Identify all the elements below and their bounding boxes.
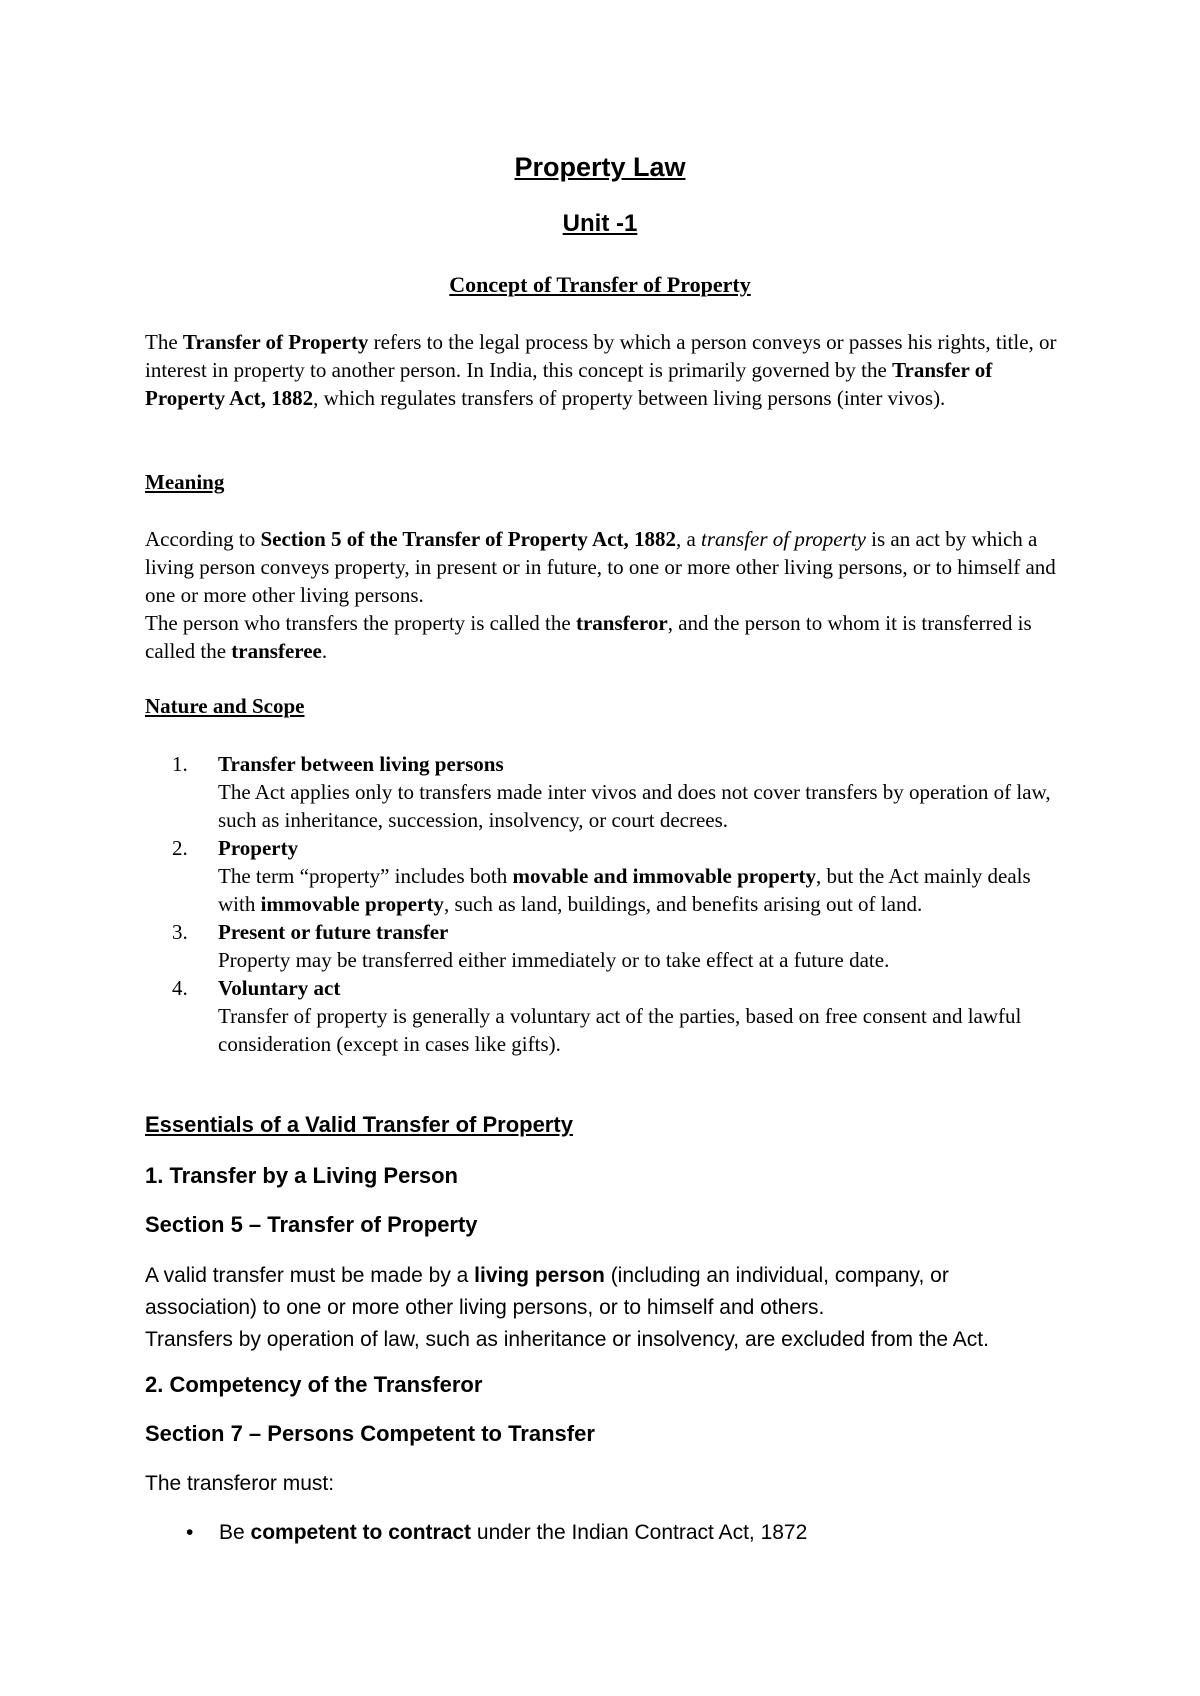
transferor-intro: The transferor must: — [145, 1472, 335, 1495]
essential-1-heading: 1. Transfer by a Living Person — [145, 1163, 458, 1188]
document-title: Property Law — [514, 152, 686, 182]
meaning-bold-1: Section 5 of the Transfer of Property Act, 1882 — [260, 527, 676, 551]
meaning-text-4: The person who transfers the property is called the — [145, 611, 576, 635]
bullet-text-2: under the Indian Contract Act, 1872 — [471, 1521, 808, 1544]
meaning-text-6: . — [321, 639, 328, 663]
list-item-text: The term “property” includes both — [218, 864, 513, 888]
list-item — [172, 918, 1072, 974]
list-number: 4. — [172, 976, 188, 1000]
unit-heading: Unit -1 — [562, 210, 638, 237]
intro-text-1: The — [145, 330, 183, 354]
meaning-bold-2: transferor — [575, 611, 668, 635]
essential-2-heading: 2. Competency of the Transferor — [145, 1372, 483, 1397]
list-number: 1. — [172, 752, 188, 776]
essentials-heading: Essentials of a Valid Transfer of Property — [145, 1112, 573, 1137]
list-item-text: The Act applies only to transfers made inter vivos and does not cover transfers by operation of law, such as inheritance, succession, insolvency, or court decrees. — [218, 780, 1051, 832]
intro-bold-1: Transfer of Property — [182, 330, 369, 354]
meaning-italic-1: transfer of property — [701, 527, 866, 551]
intro-bold-2: Transfer of Property Act, 1882 — [145, 358, 993, 410]
intro-text-2: refers to the legal process by which a person conveys or passes his rights, title, or interest in property to another person. In India, this concept is primarily governed by the — [145, 330, 1057, 382]
essential-1-text-1: A valid transfer must be made by a — [145, 1264, 475, 1287]
nature-list — [172, 750, 1072, 1058]
list-item — [172, 974, 1072, 1058]
section-7-heading: Section 7 – Persons Competent to Transfer — [145, 1421, 595, 1446]
bullet-bold: competent to contract — [250, 1521, 472, 1544]
nature-heading: Nature and Scope — [145, 694, 305, 718]
list-item-title: Transfer between living persons — [218, 752, 504, 776]
intro-paragraph — [145, 328, 1065, 412]
intro-text-3: , which regulates transfers of property between living persons (inter vivos). — [313, 386, 946, 410]
bullet-item — [219, 1521, 1069, 1545]
section-5-heading: Section 5 – Transfer of Property — [145, 1212, 478, 1237]
list-item-title: Present or future transfer — [218, 920, 449, 944]
list-item-text: Transfer of property is generally a voluntary act of the parties, based on free consent and lawful consideration (except in cases like gifts). — [218, 1004, 1022, 1056]
essential-1-paragraph — [145, 1260, 1065, 1356]
meaning-text-2: , a — [675, 527, 702, 551]
meaning-heading: Meaning — [145, 470, 225, 494]
meaning-text-3: is an act by which a living person conveys property, in present or in future, to one or more other living persons, or to himself and one or more other living persons. — [145, 527, 1056, 607]
list-item — [172, 750, 1072, 834]
list-item-text: , but the Act mainly deals with — [218, 864, 1031, 916]
meaning-text-5: , and the person to whom it is transferred is called the — [145, 611, 1032, 663]
list-item-bold: immovable property — [260, 892, 444, 916]
list-number: 2. — [172, 836, 188, 860]
list-item-title: Property — [218, 836, 299, 860]
list-item-bold: movable and immovable property — [512, 864, 817, 888]
concept-heading: Concept of Transfer of Property — [449, 272, 751, 297]
list-item — [172, 834, 1072, 918]
bullet-text-1: Be — [219, 1521, 251, 1544]
essential-1-text-2: (including an individual, company, or association) to one or more other living persons, or to himself and others. — [145, 1264, 949, 1319]
meaning-text-1: According to — [145, 527, 261, 551]
essential-1-bold: living person — [474, 1264, 605, 1287]
list-item-text: Property may be transferred either immediately or to take effect at a future date. — [218, 948, 890, 972]
bullet-icon: • — [186, 1521, 194, 1544]
essential-1-text-3: Transfers by operation of law, such as inheritance or insolvency, are excluded from the Act. — [145, 1328, 989, 1351]
list-item-text: , such as land, buildings, and benefits arising out of land. — [443, 892, 923, 916]
meaning-bold-3: transferee — [231, 639, 322, 663]
list-number: 3. — [172, 920, 188, 944]
meaning-paragraph — [145, 525, 1065, 665]
list-item-title: Voluntary act — [218, 976, 341, 1000]
